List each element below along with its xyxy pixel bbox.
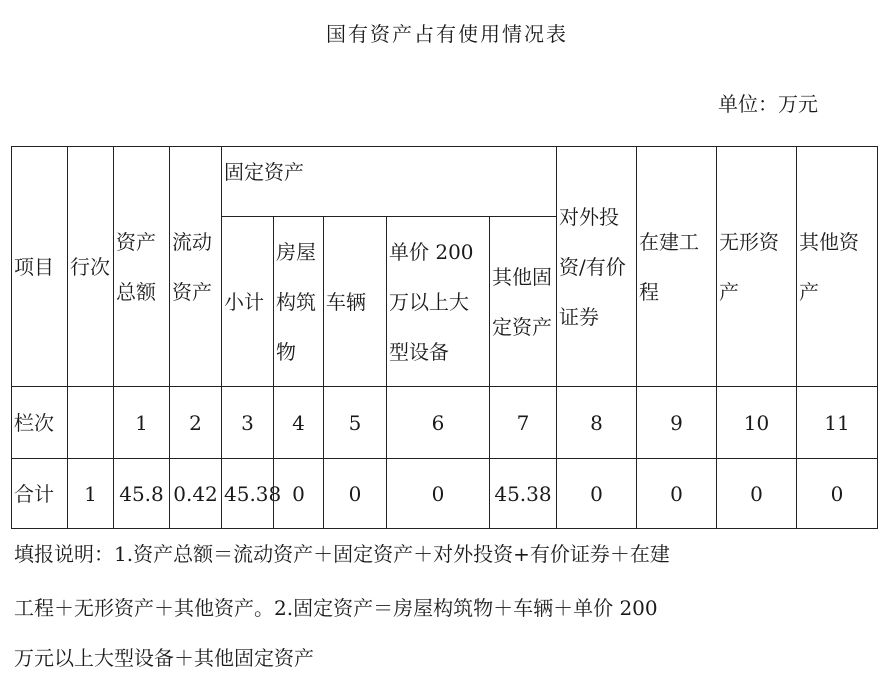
table-cell: 9 xyxy=(637,387,717,459)
table-cell xyxy=(68,387,114,459)
table-cell: 0 xyxy=(717,459,797,529)
table-cell: 45.38 xyxy=(490,459,557,529)
page-title: 国有资产占有使用情况表 xyxy=(326,22,568,46)
column-number-row xyxy=(12,387,878,459)
header-current-assets: 流动资产 xyxy=(170,147,222,387)
table-cell: 1 xyxy=(68,459,114,529)
table-cell: 0 xyxy=(324,459,387,529)
note-line: 万元以上大型设备＋其他固定资产 xyxy=(14,646,314,670)
table-cell: 0 xyxy=(387,459,490,529)
note-line: 工程＋无形资产＋其他资产。2.固定资产＝房屋构筑物＋车辆＋单价 200 xyxy=(14,596,658,620)
table-cell: 3 xyxy=(222,387,274,459)
table-cell: 0 xyxy=(274,459,324,529)
header-total-assets: 资产总额 xyxy=(114,147,170,387)
header-construction: 在建工程 xyxy=(637,147,717,387)
header-vehicles: 车辆 xyxy=(324,217,387,387)
header-other-assets: 其他资产 xyxy=(797,147,878,387)
header-intangible: 无形资产 xyxy=(717,147,797,387)
header-item: 项目 xyxy=(12,147,68,387)
table-cell: 45.8 xyxy=(114,459,170,529)
total-label: 合计 xyxy=(12,459,68,529)
table-cell: 4 xyxy=(274,387,324,459)
asset-table xyxy=(11,146,878,529)
table-cell: 6 xyxy=(387,387,490,459)
total-row xyxy=(12,459,878,529)
table-cell: 0 xyxy=(637,459,717,529)
header-investment: 对外投资/有价证券 xyxy=(557,147,637,387)
table-cell: 0.42 xyxy=(170,459,222,529)
header-row-number: 行次 xyxy=(68,147,114,387)
header-fixed-subtotal: 小计 xyxy=(222,217,274,387)
table-cell: 0 xyxy=(797,459,878,529)
header-buildings: 房屋构筑物 xyxy=(274,217,324,387)
table-cell: 11 xyxy=(797,387,878,459)
header-fixed-assets: 固定资产 xyxy=(222,147,557,217)
table-cell: 1 xyxy=(114,387,170,459)
table-cell: 5 xyxy=(324,387,387,459)
table-cell: 8 xyxy=(557,387,637,459)
table-cell: 10 xyxy=(717,387,797,459)
table-cell: 45.38 xyxy=(222,459,274,529)
table-cell: 0 xyxy=(557,459,637,529)
column-number-label: 栏次 xyxy=(12,387,68,459)
unit-label: 单位：万元 xyxy=(718,92,818,116)
table-cell: 2 xyxy=(170,387,222,459)
table-cell: 7 xyxy=(490,387,557,459)
header-other-fixed: 其他固定资产 xyxy=(490,217,557,387)
note-line: 填报说明：1.资产总额＝流动资产＋固定资产＋对外投资+有价证券＋在建 xyxy=(14,542,670,566)
header-large-equipment: 单价 200 万以上大型设备 xyxy=(387,217,490,387)
